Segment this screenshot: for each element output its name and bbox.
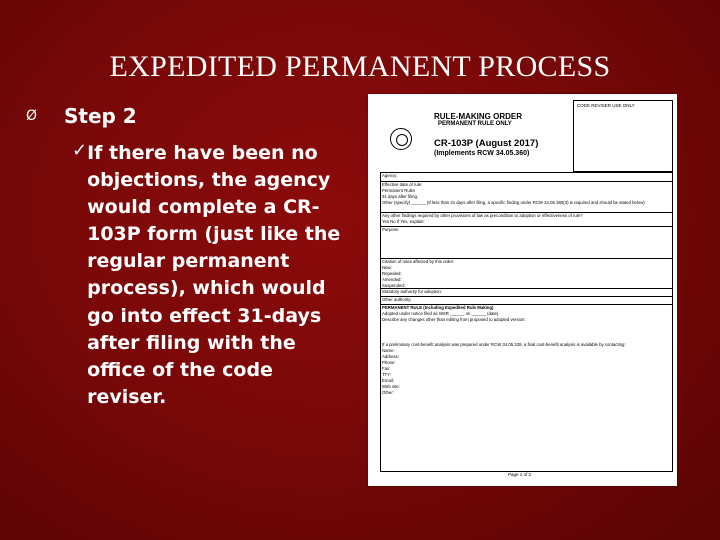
form-agency-row: Agency:: [380, 172, 673, 179]
form-id: CR-103P (August 2017): [434, 138, 539, 149]
form-purpose-row: Purpose:: [380, 226, 673, 233]
arrow-bullet-icon: Ø: [26, 108, 38, 124]
form-permanent-rule-row: PERMANENT RULE (Including Expedited Rule Making) Adopted under notice filed as WSR ______ on ______ (date). Describe any changes other than editing from proposed to adopted version:: [380, 304, 673, 323]
sub-bullet: [72, 140, 357, 411]
slide-title: EXPEDITED PERMANENT PROCESS: [109, 50, 611, 83]
form-cost-benefit-row: If a preliminary cost-benefit analysis was prepared under RCW 34.05.328, a final cost-benefit analysis is available by contacting: Name: Address: Phone: Fax: TTY: Email: Web site: Other:: [382, 342, 626, 395]
form-other-authority-row: Other authority:: [380, 296, 673, 303]
cr-103p-form-image: [368, 94, 677, 486]
bullet-step: [26, 104, 137, 128]
checkmark-bullet-icon: ✓: [72, 140, 88, 161]
state-seal-icon: [390, 128, 412, 150]
form-page-number: Page 1 of 2: [508, 472, 532, 477]
form-statutory-row: Statutory authority for adoption:: [380, 288, 673, 295]
step-label: Step 2: [64, 104, 137, 128]
sub-bullet-text: If there have been no objections, the agency would complete a CR-103P form (just like the regular permanent process), which would go into effect 31-days after filing with the office of the code reviser.: [87, 142, 341, 408]
form-header-subtitle: PERMANENT RULE ONLY: [438, 121, 512, 127]
code-reviser-label: CODE REVISER USE ONLY: [577, 103, 635, 108]
form-header-title: RULE-MAKING ORDER: [434, 112, 522, 121]
form-findings-row: Any other findings required by other provisions of law as precondition to adoption or effectiveness of rule? Yes No If Yes, explain:: [380, 212, 673, 225]
form-effective-row: Effective date of rule: Permanent Rules 31 days after filing. Other (specify) ______ (If less than 31 days after filing, a specific finding under RCW 34.05.380(3) is required and should be stated below): [380, 181, 673, 206]
form-citation-row: Citation of rules affected by this order: New: Repealed: Amended: Suspended:: [380, 258, 673, 289]
form-implements: (Implements RCW 34.05.360): [434, 150, 530, 157]
code-reviser-box: [573, 100, 673, 172]
